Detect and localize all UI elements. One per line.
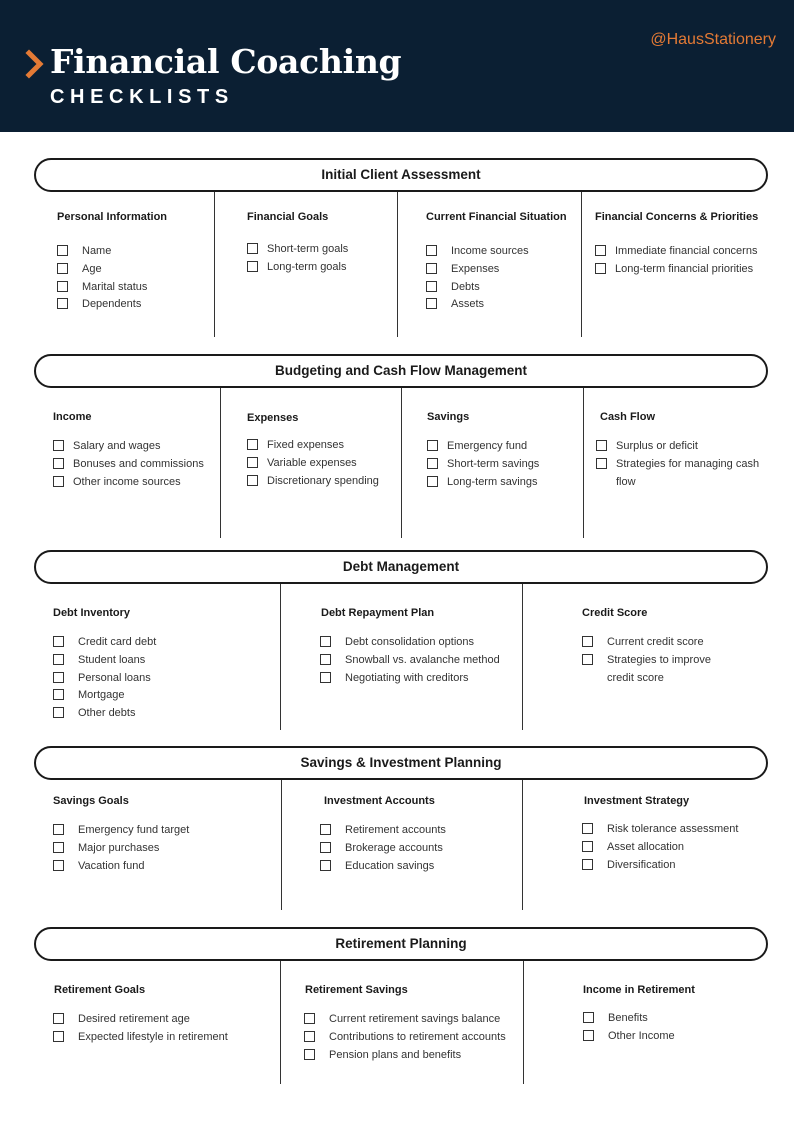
checkbox[interactable] — [596, 440, 607, 451]
checklist-item: Negotiating with creditors — [320, 670, 510, 688]
column-heading-savings: Savings — [427, 411, 470, 423]
checklist-income-in-retirement — [583, 1010, 773, 1046]
checkbox[interactable] — [53, 476, 64, 487]
checklist-income — [53, 438, 215, 491]
checkbox[interactable] — [582, 841, 593, 852]
checklist-item: Dependents — [57, 296, 207, 314]
checkbox[interactable] — [304, 1013, 315, 1024]
checkbox[interactable] — [582, 654, 593, 665]
column-heading-current-financial-situation: Current Financial Situation — [426, 211, 567, 223]
checklist-item: Education savings — [320, 858, 510, 876]
checklist-item: Pension plans and benefits — [304, 1047, 518, 1065]
checkbox[interactable] — [57, 298, 68, 309]
checkbox[interactable] — [53, 689, 64, 700]
checklist-item: Retirement accounts — [320, 822, 510, 840]
checklist-item: Contributions to retirement accounts — [304, 1029, 518, 1047]
brand-handle: @HausStationery — [650, 31, 776, 48]
checkbox[interactable] — [583, 1030, 594, 1041]
checkbox[interactable] — [57, 263, 68, 274]
column-divider — [401, 388, 402, 538]
checkbox[interactable] — [57, 245, 68, 256]
column-heading-income-in-retirement: Income in Retirement — [583, 984, 695, 996]
column-divider — [581, 192, 582, 337]
checklist-item: Diversification — [582, 857, 782, 875]
checklist-savings-goals — [53, 822, 273, 875]
section-title-retirement-planning: Retirement Planning — [34, 927, 768, 961]
column-heading-investment-accounts: Investment Accounts — [324, 795, 435, 807]
checklist-item: Expected lifestyle in retirement — [53, 1029, 275, 1047]
checkbox[interactable] — [247, 261, 258, 272]
checkbox[interactable] — [53, 440, 64, 451]
column-divider — [281, 780, 282, 910]
checklist-item: Debt consolidation options — [320, 634, 510, 652]
checklist-item: Emergency fund — [427, 438, 577, 456]
checklist-item: Emergency fund target — [53, 822, 273, 840]
checkbox[interactable] — [582, 859, 593, 870]
checkbox[interactable] — [53, 824, 64, 835]
checklist-item: Current retirement savings balance — [304, 1011, 518, 1029]
checklist-item: Bonuses and commissions — [53, 456, 215, 474]
checkbox[interactable] — [53, 860, 64, 871]
column-heading-income: Income — [53, 411, 92, 423]
checklist-item: Income sources — [426, 243, 576, 261]
chevron-right-icon — [24, 49, 46, 79]
checklist-item: Long-term financial priorities — [595, 261, 785, 279]
column-heading-cash-flow: Cash Flow — [600, 411, 656, 423]
checklist-item: Expenses — [426, 261, 576, 279]
checklist-item: Discretionary spending — [247, 473, 397, 491]
column-heading-credit-score: Credit Score — [582, 607, 648, 619]
checklist-investment-strategy — [582, 821, 782, 874]
checklist-item: Debts — [426, 279, 576, 297]
checklist-item: Vacation fund — [53, 858, 273, 876]
checklist-item: Short-term savings — [427, 456, 577, 474]
checklist-item: Other Income — [583, 1028, 773, 1046]
section-title-debt-management: Debt Management — [34, 550, 768, 584]
checklist-item: Marital status — [57, 279, 207, 297]
checkbox[interactable] — [53, 842, 64, 853]
header-banner — [0, 0, 794, 132]
checklist-cash-flow — [596, 438, 774, 491]
checkbox[interactable] — [426, 245, 437, 256]
checkbox[interactable] — [320, 860, 331, 871]
checkbox[interactable] — [53, 1031, 64, 1042]
checkbox[interactable] — [582, 823, 593, 834]
checkbox[interactable] — [53, 1013, 64, 1024]
checkbox[interactable] — [53, 458, 64, 469]
checkbox[interactable] — [320, 672, 331, 683]
checkbox[interactable] — [304, 1049, 315, 1060]
column-divider — [214, 192, 215, 337]
checklist-item: Variable expenses — [247, 455, 397, 473]
checklist-credit-score — [582, 634, 727, 687]
checklist-item: Fixed expenses — [247, 437, 397, 455]
checklist-item: Snowball vs. avalanche method — [320, 652, 510, 670]
checklist-item: Benefits — [583, 1010, 773, 1028]
column-heading-financial-goals: Financial Goals — [247, 211, 329, 223]
column-divider — [220, 388, 221, 538]
column-divider — [280, 961, 281, 1084]
column-heading-personal-information: Personal Information — [57, 211, 168, 223]
checklist-item: Asset allocation — [582, 839, 782, 857]
checklist-item: Long-term savings — [427, 474, 577, 492]
checklist-item: Age — [57, 261, 207, 279]
column-heading-debt-repayment-plan: Debt Repayment Plan — [321, 607, 435, 619]
checkbox[interactable] — [595, 245, 606, 256]
checklist-item: Mortgage — [53, 687, 273, 705]
page-title: Financial Coaching — [50, 42, 402, 81]
checkbox[interactable] — [53, 636, 64, 647]
checkbox[interactable] — [427, 476, 438, 487]
checklist-item: Student loans — [53, 652, 273, 670]
checklist-item: Immediate financial concerns — [595, 243, 785, 261]
checklist-item: Strategies for managing cash flow — [596, 456, 774, 492]
checklist-item: Salary and wages — [53, 438, 215, 456]
column-divider — [522, 780, 523, 910]
page-subtitle: CHECKLISTS — [50, 86, 234, 108]
checklist-item: Desired retirement age — [53, 1011, 275, 1029]
checklist-financial-concerns-priorities — [595, 243, 785, 279]
checkbox[interactable] — [582, 636, 593, 647]
column-divider — [397, 192, 398, 337]
column-heading-expenses: Expenses — [247, 412, 299, 424]
checklist-item: Brokerage accounts — [320, 840, 510, 858]
column-divider — [522, 584, 523, 730]
checkbox[interactable] — [583, 1012, 594, 1023]
column-divider — [523, 961, 524, 1084]
checklist-item: Major purchases — [53, 840, 273, 858]
checklist-current-financial-situation — [426, 243, 576, 314]
checkbox[interactable] — [427, 458, 438, 469]
checkbox[interactable] — [247, 439, 258, 450]
checklist-expenses — [247, 437, 397, 490]
column-heading-debt-inventory: Debt Inventory — [53, 607, 131, 619]
checklist-item: Current credit score — [582, 634, 727, 652]
checklist-item: Assets — [426, 296, 576, 314]
checklist-item: Long-term goals — [247, 259, 392, 277]
checkbox[interactable] — [320, 636, 331, 647]
checkbox[interactable] — [320, 842, 331, 853]
checkbox[interactable] — [596, 458, 607, 469]
section-title-budgeting-cash-flow: Budgeting and Cash Flow Management — [34, 354, 768, 388]
checklist-item: Strategies to improve credit score — [582, 652, 727, 688]
section-title-initial-client-assessment: Initial Client Assessment — [34, 158, 768, 192]
checklist-item: Personal loans — [53, 670, 273, 688]
checkbox[interactable] — [57, 281, 68, 292]
checklist-retirement-savings — [304, 1011, 518, 1064]
checklist-item: Surplus or deficit — [596, 438, 774, 456]
checkbox[interactable] — [427, 440, 438, 451]
checkbox[interactable] — [247, 475, 258, 486]
checklist-financial-goals — [247, 241, 392, 277]
checkbox[interactable] — [53, 654, 64, 665]
column-heading-retirement-goals: Retirement Goals — [54, 984, 146, 996]
checkbox[interactable] — [595, 263, 606, 274]
checklist-item: Other income sources — [53, 474, 215, 492]
checkbox[interactable] — [247, 457, 258, 468]
checklist-item: Credit card debt — [53, 634, 273, 652]
column-heading-investment-strategy: Investment Strategy — [584, 795, 690, 807]
checkbox[interactable] — [247, 243, 258, 254]
checkbox[interactable] — [320, 824, 331, 835]
checklist-debt-inventory — [53, 634, 273, 723]
checklist-retirement-goals — [53, 1011, 275, 1047]
checklist-item: Risk tolerance assessment — [582, 821, 782, 839]
checkbox[interactable] — [304, 1031, 315, 1042]
checklist-item: Name — [57, 243, 207, 261]
column-divider — [280, 584, 281, 730]
checklist-personal-information — [57, 243, 207, 314]
checkbox[interactable] — [426, 281, 437, 292]
checkbox[interactable] — [426, 263, 437, 274]
checkbox[interactable] — [53, 707, 64, 718]
section-title-savings-investment-planning: Savings & Investment Planning — [34, 746, 768, 780]
checkbox[interactable] — [53, 672, 64, 683]
checklist-investment-accounts — [320, 822, 510, 875]
checklist-item: Short-term goals — [247, 241, 392, 259]
checkbox[interactable] — [426, 298, 437, 309]
column-heading-savings-goals: Savings Goals — [53, 795, 129, 807]
checklist-debt-repayment-plan — [320, 634, 510, 687]
checklist-item: Other debts — [53, 705, 273, 723]
checklist-savings — [427, 438, 577, 491]
column-divider — [583, 388, 584, 538]
column-heading-financial-concerns-priorities: Financial Concerns & Priorities — [595, 211, 759, 223]
column-heading-retirement-savings: Retirement Savings — [305, 984, 408, 996]
checkbox[interactable] — [320, 654, 331, 665]
